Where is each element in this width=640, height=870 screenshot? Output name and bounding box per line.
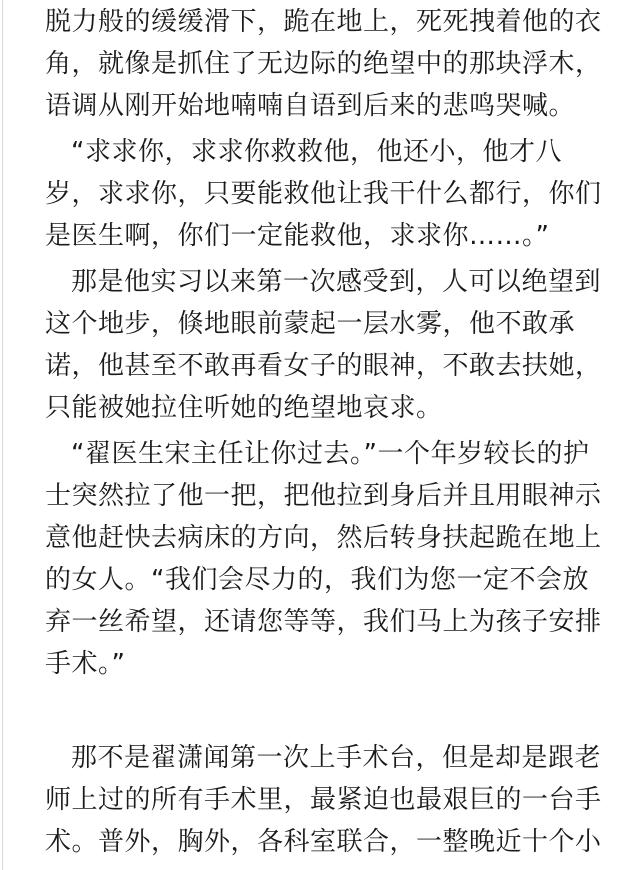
text-line: 那是他实习以来第一次感受到，人可以绝望到 xyxy=(71,267,602,297)
text-line: “翟医生宋主任让你过去。”一个年岁较长的护 xyxy=(71,439,590,469)
left-border xyxy=(2,0,3,870)
text-line: 意他赶快去病床的方向，然后转身扶起跪在地上 xyxy=(45,523,602,553)
text-line: 语调从刚开始地喃喃自语到后来的悲鸣哭喊。 xyxy=(45,91,576,121)
text-line: 士突然拉了他一把，把他拉到身后并且用眼神示 xyxy=(45,481,602,511)
text-line: 是医生啊，你们一定能救他，求求你……。” xyxy=(45,221,550,251)
text-line: 手术。” xyxy=(45,649,126,679)
text-line: 只能被她拉住听她的绝望地哀求。 xyxy=(45,393,443,423)
text-line: 这个地步，倏地眼前蒙起一层水雾，他不敢承 xyxy=(45,309,576,339)
text-line: 的女人。“我们会尽力的，我们为您一定不会放 xyxy=(45,565,589,595)
text-line: 弃一丝希望，还请您等等，我们马上为孩子安排 xyxy=(45,607,602,637)
text-line: 脱力般的缓缓滑下，跪在地上，死死拽着他的衣 xyxy=(45,7,602,37)
text-line: 术。普外，胸外，各科室联合，一整晚近十个小 xyxy=(45,827,602,857)
text-line: 诺，他甚至不敢再看女子的眼神，不敢去扶她， xyxy=(45,351,602,381)
text-line: 角，就像是抓住了无边际的绝望中的那块浮木， xyxy=(45,49,602,79)
text-line: 那不是翟潇闻第一次上手术台，但是却是跟老 xyxy=(71,743,602,773)
text-line: 岁，求求你，只要能救他让我干什么都行，你们 xyxy=(45,179,602,209)
text-line: 师上过的所有手术里，最紧迫也最艰巨的一台手 xyxy=(45,785,602,815)
text-line: “求求你，求求你救救他，他还小，他才八 xyxy=(71,137,562,167)
